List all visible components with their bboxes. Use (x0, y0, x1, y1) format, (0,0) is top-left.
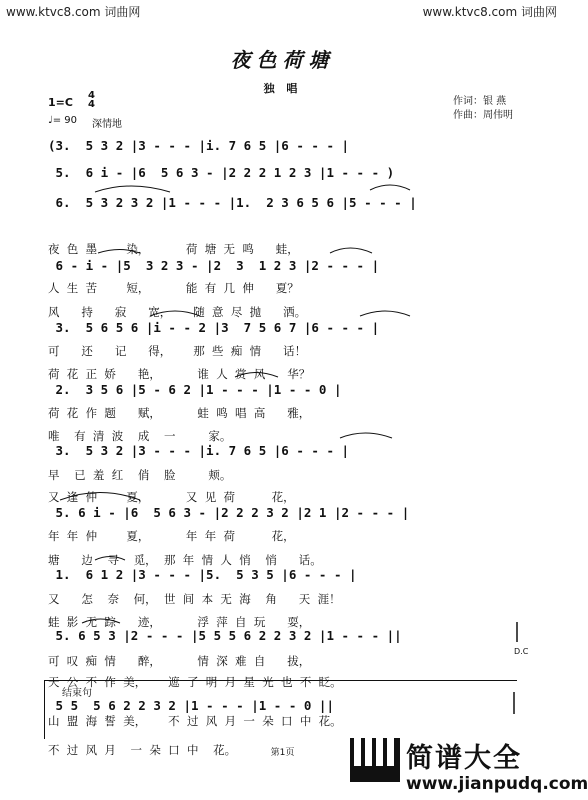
lyric-line: 又 怎 奈 何， 世 间 本 无 海 角 天 涯！ (48, 592, 341, 606)
lyric-line: 唯 有 清 波 成 一 家。 (48, 429, 232, 443)
ending-bracket (44, 680, 517, 739)
song-subtitle: 独 唱 (263, 82, 302, 95)
notation-row-2: 5. 6 i - |6 5 6 3 - |2 2 2 1 2 3 |1 - - - ) (48, 165, 395, 180)
logo-url-text: www.jianpudq.com (406, 774, 588, 794)
lyric-line: 风 持 寂 宽， 随 意 尽 抛 洒。 (48, 305, 307, 319)
logo-brand-text: 简谱大全 (406, 743, 522, 774)
notation-row-3: 6. 5 3 2 3 2 |1 - - - |1. 2 3 6 5 6 |5 - - - | (48, 195, 417, 210)
lyric-line: 塘 边 寻 觅， 那 年 情 人 悄 悄 话。 (48, 553, 322, 567)
notation-row-10: 5. 6 5 3 |2 - - - |5 5 5 6 2 2 3 2 |1 - - - || (48, 628, 402, 643)
lyric-line: 山 盟 海 誓 美， 不 过 风 月 一 朵 口 中 花。 (48, 714, 342, 728)
lyric-line: 人 生 苦 短， 能 有 几 伸 夏？ (48, 281, 299, 295)
lyric-line: 年 年 仲 夏， 年 年 荷 花， (48, 529, 295, 543)
lyricist: 作词：银 燕 (453, 96, 507, 107)
notation-row-11: 5 5 5 6 2 2 3 2 |1 - - - |1 - - 0 || (48, 698, 334, 713)
credits (453, 95, 513, 123)
slur (370, 185, 410, 190)
notation-row-5: 3. 5 6 5 6 |i - - 2 |3 7 5 6 7 |6 - - - | (48, 320, 380, 335)
lyric-line: 荷 花 作 题 赋， 蛙 鸣 唱 高 雅， (48, 406, 311, 420)
lyric-line: 天 公 不 作 美， 遮 了 明 月 星 光 也 不 眨。 (48, 675, 342, 689)
key-signature: 1=C (48, 96, 73, 109)
composer: 作曲：周伟明 (453, 110, 513, 121)
ending-label: 结束句 (62, 688, 92, 699)
lyric-line: 又 逢 仲 夏， 又 见 荷 花， (48, 490, 295, 504)
notation-row-1: (3. 5 3 2 |3 - - - |i. 7 6 5 |6 - - - | (48, 138, 350, 153)
lyric-line: 可 还 记 得， 那 些 痴 情 话！ (48, 344, 307, 358)
notation-row-9: 1. 6 1 2 |3 - - - |5. 5 3 5 |6 - - - | (48, 567, 357, 582)
lyric-line: 蛙 影 无 踪 迹， 浮 萍 自 玩 耍， (48, 615, 311, 629)
notation-row-7: 3. 5 3 2 |3 - - - |i. 7 6 5 |6 - - - | (48, 443, 350, 458)
song-title: 夜色荷塘 (230, 48, 335, 72)
site-logo[interactable] (350, 736, 588, 798)
page-number: 第1页 (270, 748, 295, 758)
notation-row-8: 5. 6 i - |6 5 6 3 - |2 2 2 3 2 |2 1 |2 - - - | (48, 505, 410, 520)
lyric-line: 不 过 风 月 一 朵 口 中 花。 (48, 743, 237, 757)
lyric-line: 荷 花 正 娇 艳， 谁 人 赏 风 华？ (48, 367, 311, 381)
dc-mark: D.C (514, 647, 529, 656)
notation-row-4: 6 - i - |5 3 2 3 - |2 3 1 2 3 |2 - - - | (48, 258, 380, 273)
tempo-word: 深情地 (92, 119, 122, 130)
notation-row-6: 2. 3 5 6 |5 - 6 2 |1 - - - |1 - - 0 | (48, 382, 342, 397)
watermark-right: www.ktvc8.com 词曲网 (422, 5, 557, 19)
lyric-line: 早 已 羞 红 俏 脸 颊。 (48, 468, 232, 482)
lyric-line: 可 叹 痴 情 醉， 情 深 难 自 拔， (48, 654, 311, 668)
time-signature-top: 4 (88, 90, 95, 101)
slur (95, 186, 170, 192)
watermark-left: www.ktvc8.com 词曲网 (6, 5, 141, 19)
tempo-mark: ♩= 90 (48, 115, 77, 126)
time-signature-bottom: 4 (88, 99, 95, 110)
piano-keys-icon (350, 738, 400, 782)
time-signature (88, 91, 95, 109)
lyric-line: 夜 色 墨 染， 荷 塘 无 鸣 蛙， (48, 242, 299, 256)
